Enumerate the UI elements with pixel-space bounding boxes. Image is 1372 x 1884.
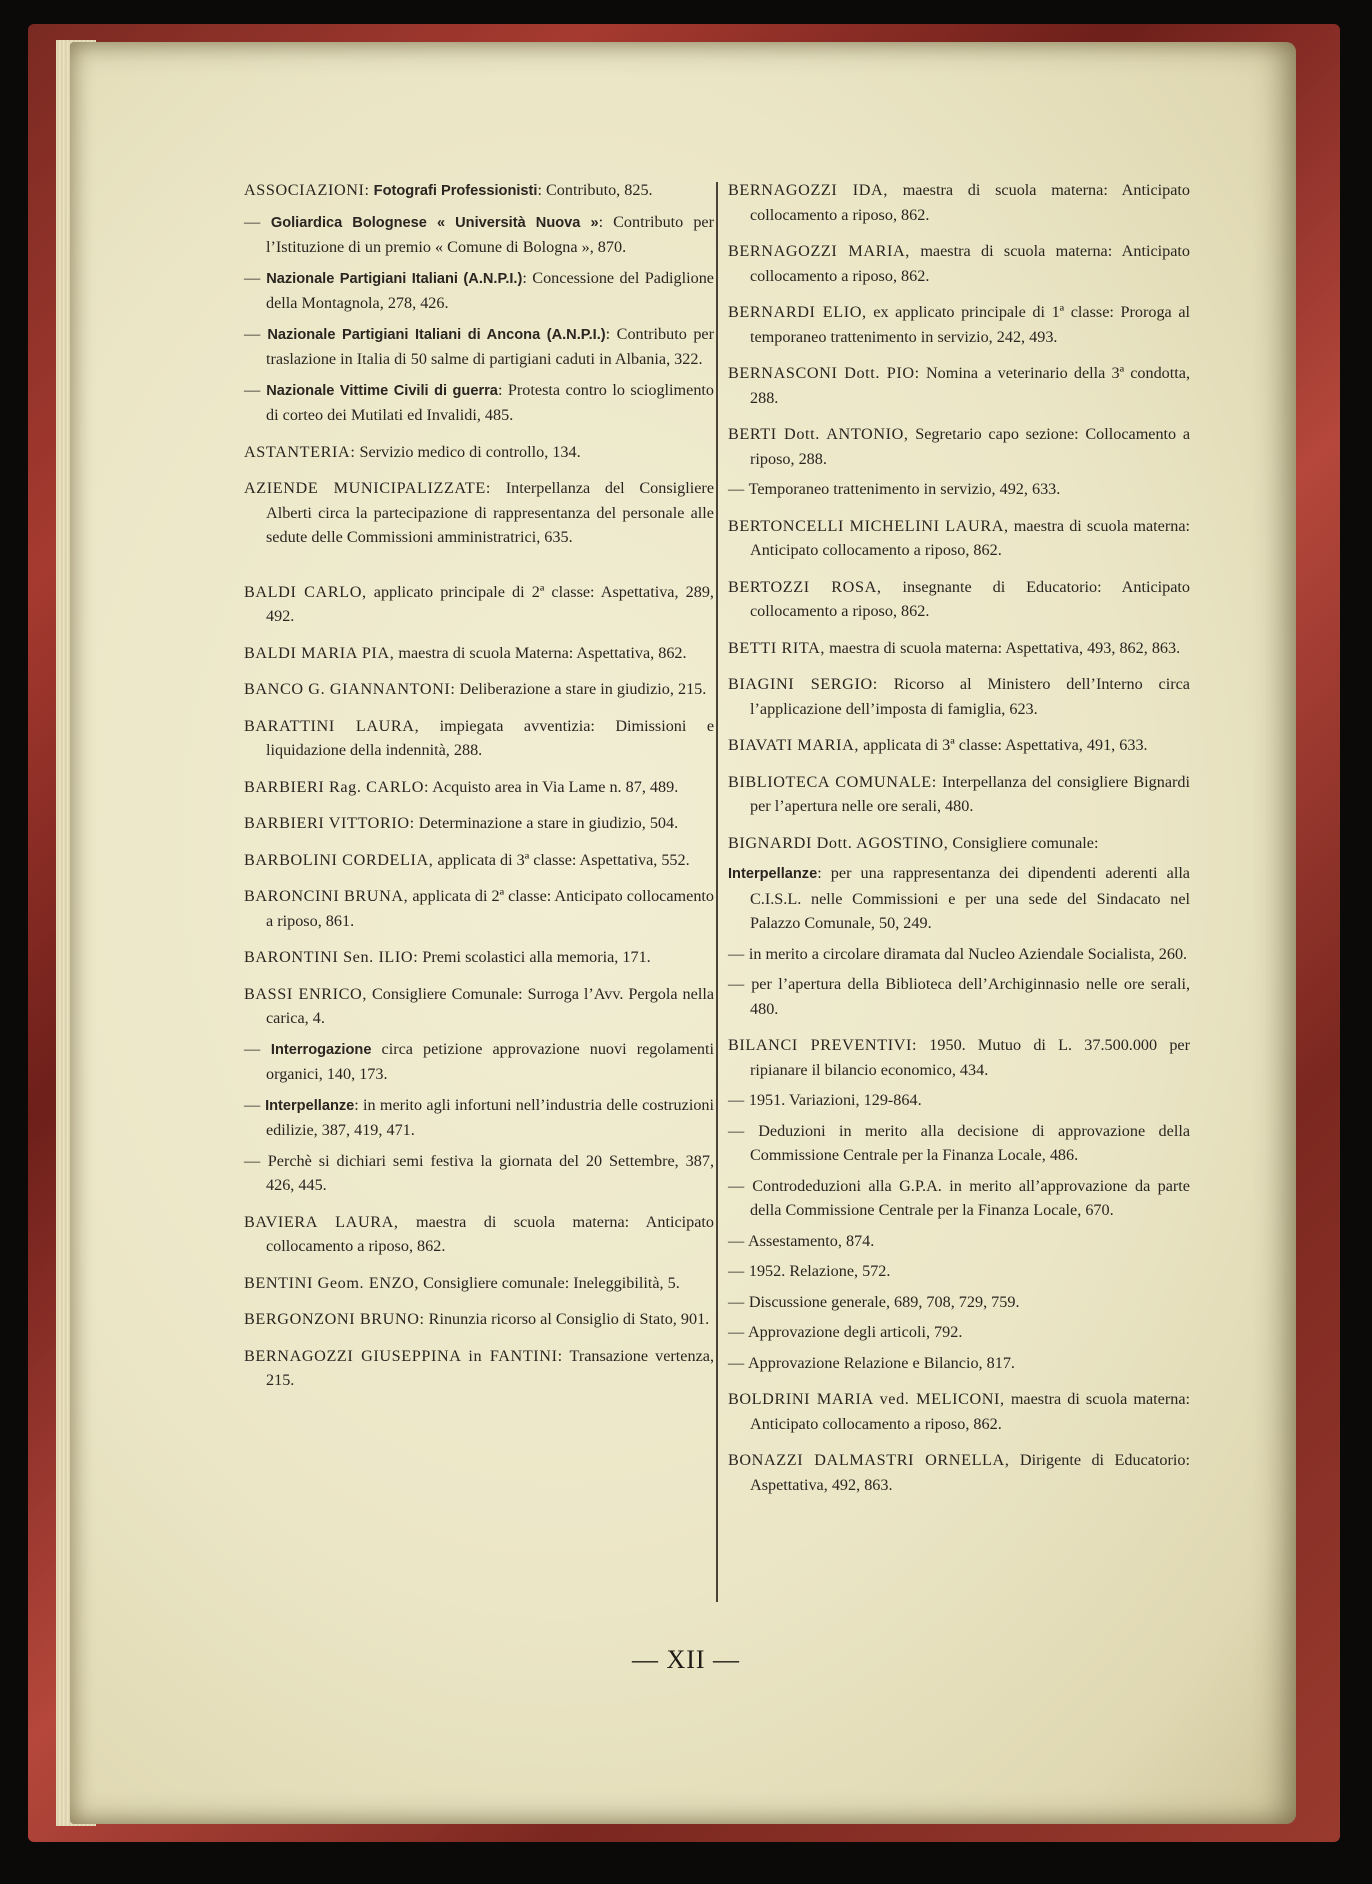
entry-heading: — [728, 1262, 745, 1280]
entry-text: maestra di scuola materna: Anticipato collocamento a riposo, 862. [750, 1390, 1191, 1433]
entry-heading: BALDI CARLO, [244, 582, 367, 601]
index-entry [728, 1320, 1190, 1345]
index-entry [244, 945, 714, 970]
entry-text: Consigliere comunale: [952, 833, 1099, 852]
index-entry [728, 239, 1190, 288]
entry-heading: BASSI ENRICO, [244, 984, 367, 1003]
entry-heading: — [728, 944, 745, 963]
entry-heading: ASTANTERIA: [244, 442, 356, 461]
page-number: — XII — [631, 1645, 741, 1674]
index-entry [728, 422, 1190, 471]
entry-text: applicata di 3ª classe: Aspettativa, 491, 633. [863, 736, 1148, 754]
index-entry [728, 1119, 1190, 1168]
entry-subject: Nazionale Partigiani Italiani di Ancona (A.N.P.I.) [267, 326, 606, 343]
entry-heading: BANCO G. GIANNANTONI: [244, 680, 456, 698]
index-entry [244, 811, 714, 836]
entry-text: Deliberazione a stare in giudizio, 215. [459, 680, 707, 698]
entry-text: Acquisto area in Via Lame n. 87, 489. [432, 777, 679, 796]
entry-heading: BARBIERI Rag. CARLO: [244, 777, 430, 796]
index-entry [244, 580, 714, 629]
entry-text: ex applicato principale di 1ª classe: Proroga al temporaneo trattenimento in servizio, 242, 493. [750, 303, 1191, 346]
entry-text: Ricorso al Ministero dell’Interno circa l’applicazione dell’imposta di famiglia, 623. [750, 675, 1190, 718]
entry-heading: BARBIERI VITTORIO: [244, 814, 415, 832]
entry-heading: BONAZZI DALMASTRI ORNELLA, [728, 1451, 1010, 1469]
entry-text: : Contributo, 825. [537, 181, 653, 199]
index-entry [244, 1149, 714, 1198]
entry-heading: BARONCINI BRUNA, [244, 887, 409, 905]
entry-text: Perchè si dichiari semi festiva la giornata del 20 Settembre, 387, 426, 445. [266, 1151, 715, 1194]
entry-text: Determinazione a stare in giudizio, 504. [418, 814, 679, 832]
entry-text: applicato principale di 2ª classe: Aspettativa, 289, 492. [266, 582, 714, 625]
entry-heading: — [244, 212, 261, 231]
index-entry [728, 1174, 1190, 1223]
entry-text: Approvazione degli articoli, 792. [747, 1323, 963, 1341]
entry-heading: BERGONZONI BRUNO: [244, 1310, 425, 1328]
entry-text: Consigliere comunale: Ineleggibilità, 5. [423, 1273, 680, 1292]
entry-text: impiegata avventizia: Dimissioni e liquidazione della indennità, 288. [266, 716, 715, 759]
entry-heading: BERTONCELLI MICHELINI LAURA, [728, 516, 1009, 535]
entry-text: maestra di scuola materna: Anticipato collocamento a riposo, 862. [750, 181, 1191, 224]
entry-heading: — [244, 1095, 261, 1114]
index-entry [244, 178, 714, 204]
entry-text: : Contributo per l’Istituzione di un premio « Comune di Bologna », 870. [266, 212, 714, 256]
entry-text: Interpellanza del consigliere Bignardi per l’apertura nelle ore serali, 480. [750, 772, 1191, 815]
index-entry [244, 775, 714, 800]
index-entry [244, 210, 714, 260]
entry-heading: — [728, 1176, 745, 1195]
entry-text: Approvazione Relazione e Bilancio, 817. [747, 1353, 1015, 1372]
entry-heading: BIGNARDI Dott. AGOSTINO, [728, 833, 949, 852]
entry-text: Servizio medico di controllo, 134. [359, 442, 581, 461]
entry-text: Dirigente di Educatorio: Aspettativa, 492, 863. [750, 1451, 1190, 1494]
entry-subject: Nazionale Partigiani Italiani (A.N.P.I.) [266, 270, 523, 287]
entry-heading: — [728, 1353, 745, 1372]
entry-heading: BOLDRINI MARIA ved. MELICONI, [728, 1390, 1005, 1408]
index-entry [728, 770, 1190, 819]
entry-heading: — [244, 380, 261, 399]
index-entry [728, 1351, 1190, 1376]
index-entry [244, 266, 714, 316]
entry-heading: BERNASCONI Dott. PIO: [728, 364, 920, 382]
entry-heading: — [728, 1323, 745, 1341]
entry-text: maestra di scuola materna: Anticipato collocamento a riposo, 862. [750, 242, 1191, 285]
index-entry [728, 831, 1190, 856]
entry-heading: — [728, 1292, 745, 1311]
index-entry [244, 1037, 714, 1087]
index-entry [244, 714, 714, 763]
index-entry [244, 1210, 714, 1259]
entry-heading: BERNAGOZZI IDA, [728, 181, 888, 199]
index-entry [244, 1307, 714, 1332]
entry-text: per l’apertura della Biblioteca dell’Archiginnasio nelle ore serali, 480. [750, 975, 1191, 1018]
index-entry [728, 1259, 1190, 1284]
index-entry [728, 300, 1190, 349]
index-entry [728, 636, 1190, 661]
entry-text: Temporaneo trattenimento in servizio, 492, 633. [748, 480, 1061, 498]
entry-heading: — [728, 480, 745, 498]
index-entry [728, 942, 1190, 967]
index-entry [244, 884, 714, 933]
entry-subject: Interpellanze [265, 1097, 355, 1114]
entry-text: 1950. Mutuo di L. 37.500.000 per ripianare il bilancio economico, 434. [750, 1036, 1191, 1079]
entry-text: Deduzioni in merito alla decisione di approvazione della Commissione Centrale per la Finanza Locale, 486. [750, 1121, 1191, 1164]
entry-subject: Interrogazione [270, 1041, 372, 1058]
index-entry [728, 575, 1190, 624]
index-entry [244, 1271, 714, 1296]
entry-heading: — [244, 1151, 261, 1170]
entry-heading: — [728, 1121, 745, 1140]
entry-subject: Nazionale Vittime Civili di guerra [266, 382, 498, 399]
entry-subject: Fotografi Professionisti [373, 183, 538, 199]
entry-text: : Protesta contro lo scioglimento di corteo dei Mutilati ed Invalidi, 485. [266, 380, 715, 424]
index-entry [728, 672, 1190, 721]
entry-heading: BIBLIOTECA COMUNALE: [728, 772, 937, 791]
entry-heading: BARBOLINI CORDELIA, [244, 850, 434, 869]
entry-heading: BIAVATI MARIA, [728, 736, 860, 754]
entry-heading: BERTOZZI ROSA, [728, 577, 882, 596]
entry-heading: BARATTINI LAURA, [244, 716, 420, 735]
entry-text: Segretario capo sezione: Collocamento a riposo, 288. [750, 425, 1191, 468]
entry-text: Assestamento, 874. [747, 1231, 875, 1250]
entry-text: 1952. Relazione, 572. [748, 1262, 891, 1280]
entry-heading: — [244, 1039, 261, 1058]
entry-heading: BETTI RITA, [728, 638, 826, 657]
index-entry [244, 440, 714, 465]
index-column-left [244, 178, 714, 1405]
entry-heading: BERNAGOZZI GIUSEPPINA in FANTINI: [244, 1346, 563, 1365]
index-entry [728, 477, 1190, 502]
entry-text: Premi scolastici alla memoria, 171. [422, 948, 651, 966]
index-entry [244, 677, 714, 702]
entry-heading: BERNAGOZZI MARIA, [728, 242, 910, 260]
index-entry [244, 322, 714, 372]
entry-text: Rinunzia ricorso al Consiglio di Stato, 901. [428, 1310, 710, 1328]
index-entry [728, 1387, 1190, 1436]
entry-text: maestra di scuola materna: Anticipato collocamento a riposo, 862. [266, 1212, 714, 1255]
entry-heading: BERNARDI ELIO, [728, 303, 867, 321]
index-entry [728, 361, 1190, 410]
index-entry [728, 733, 1190, 758]
entry-heading: ASSOCIAZIONI: [244, 181, 370, 199]
entry-text: : Concessione del Padiglione della Montagnola, 278, 426. [266, 268, 714, 312]
entry-heading: — [728, 1091, 745, 1109]
index-entry [728, 861, 1190, 936]
entry-heading: AZIENDE MUNICIPALIZZATE: [244, 479, 492, 497]
index-entry [244, 378, 714, 428]
entry-text: : per una rappresentanza dei dipendenti aderenti alla C.I.S.L. nelle Commissioni e per una sede del Sindacato nel Palazzo Comunale, 50, 249. [750, 864, 1190, 932]
entry-heading: BAVIERA LAURA, [244, 1212, 399, 1231]
entry-text: : Contributo per traslazione in Italia di 50 salme di partigiani caduti in Albania, 322. [266, 324, 714, 368]
entry-subject: Interpellanze [728, 866, 818, 882]
entry-heading: — [244, 324, 261, 343]
entry-heading: BENTINI Geom. ENZO, [244, 1273, 420, 1292]
entry-text: Interpellanza del Consigliere Alberti circa la partecipazione di rappresentanza del personale alle sedute delle Commissioni amministratrici, 635. [266, 479, 715, 546]
index-entry [728, 1033, 1190, 1082]
index-entry [728, 514, 1190, 563]
index-entry [728, 1290, 1190, 1315]
index-entry [728, 972, 1190, 1021]
index-entry [728, 178, 1190, 227]
index-entry [728, 1088, 1190, 1113]
entry-text: circa petizione approvazione nuovi regolamenti organici, 140, 173. [266, 1039, 715, 1083]
entry-subject: Goliardica Bolognese « Università Nuova » [270, 214, 599, 231]
entry-heading: BILANCI PREVENTIVI: [728, 1036, 918, 1054]
entry-text: applicata di 2ª classe: Anticipato collocamento a riposo, 861. [266, 887, 715, 930]
index-entry [244, 982, 714, 1031]
entry-text: maestra di scuola Materna: Aspettativa, 862. [398, 643, 687, 662]
entry-heading: BALDI MARIA PIA, [244, 643, 395, 662]
entry-text: Controdeduzioni alla G.P.A. in merito all’approvazione da parte della Commissione Centrale per la Finanza Locale, 670. [750, 1176, 1190, 1219]
entry-text: maestra di scuola materna: Anticipato collocamento a riposo, 862. [750, 516, 1190, 559]
entry-text: 1951. Variazioni, 129-864. [748, 1091, 922, 1109]
entry-text: maestra di scuola materna: Aspettativa, 493, 862, 863. [829, 638, 1181, 657]
index-entry [244, 1093, 714, 1143]
entry-heading: BARONTINI Sen. ILIO: [244, 948, 419, 966]
entry-heading: BERTI Dott. ANTONIO, [728, 425, 909, 443]
entry-text: in merito a circolare diramata dal Nucleo Aziendale Socialista, 260. [748, 944, 1188, 963]
index-entry [244, 848, 714, 873]
entry-text: insegnante di Educatorio: Anticipato collocamento a riposo, 862. [750, 577, 1190, 620]
entry-heading: — [244, 268, 261, 287]
index-entry [728, 1229, 1190, 1254]
entry-text: Consigliere Comunale: Surroga l’Avv. Pergola nella carica, 4. [266, 984, 715, 1027]
entry-text: Transazione vertenza, 215. [266, 1346, 714, 1389]
entry-text: Nomina a veterinario della 3ª condotta, 288. [750, 364, 1190, 407]
entry-text: applicata di 3ª classe: Aspettativa, 552. [437, 850, 690, 869]
index-entry [244, 641, 714, 666]
entry-heading: BIAGINI SERGIO: [728, 675, 878, 693]
index-entry [244, 1344, 714, 1393]
entry-heading: — [728, 975, 745, 993]
entry-text: : in merito agli infortuni nell’industria delle costruzioni edilizie, 387, 419, 471. [266, 1095, 715, 1139]
column-divider [716, 182, 718, 1602]
index-entry [728, 1448, 1190, 1497]
index-column-right [728, 178, 1190, 1509]
index-entry [244, 476, 714, 550]
entry-text: Discussione generale, 689, 708, 729, 759. [748, 1292, 1020, 1311]
entry-heading: — [728, 1231, 745, 1250]
